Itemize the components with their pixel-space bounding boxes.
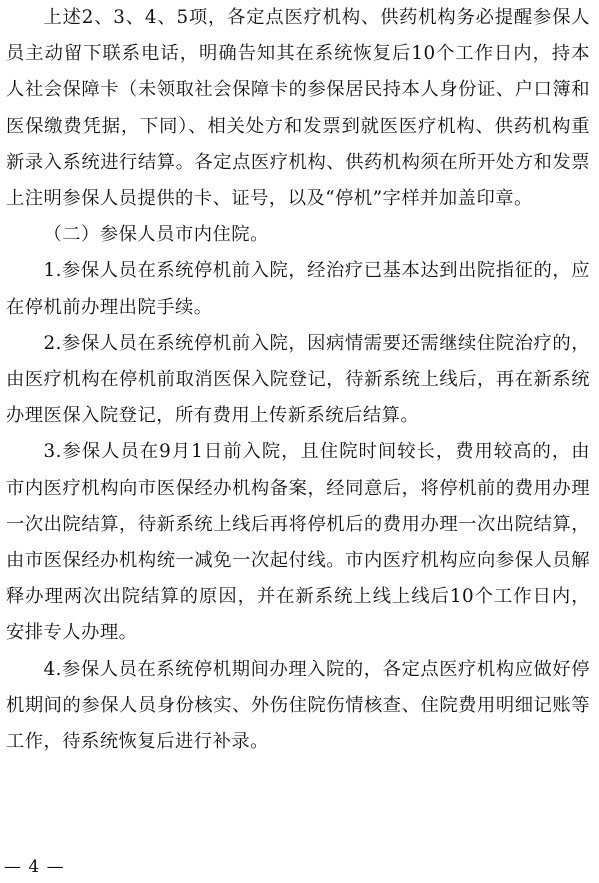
section-heading-inpatient: （二）参保人员市内住院。 (43, 224, 269, 246)
paragraph-reminder: 上述2、3、4、5项，各定点医疗机构、供药机构务必提醒参保人员主动留下联系电话，明确告知其在系统恢复后10个工作日内，持本人社会保障卡（未领取社会保障卡的参保居民持本人身份证、户口簿和医保缴费凭据，下同）、相关处方和发票到就医医疗机构、供药机构重新录入系统进行结算。各定点医疗机构、供药机构须在所开处方和发票上注明参保人员提供的卡、证号，以及“停机”字样并加盖印章。 (6, 7, 590, 210)
paragraph-item-2: 2.参保人员在系统停机前入院，因病情需要还需继续住院治疗的，由医疗机构在停机前取消医保入院登记，待新系统上线后，再在新系统办理医保入院登记，所有费用上传新系统后结算。 (6, 332, 590, 427)
paragraph-item-1: 1.参保人员在系统停机前入院，经治疗已基本达到出院指征的，应在停机前办理出院手续。 (6, 260, 590, 318)
paragraph-item-3: 3.参保人员在9月1日前入院，且住院时间较长，费用较高的，由市内医疗机构向市医保经办机构备案，经同意后，将停机前的费用办理一次出院结算，待新系统上线后再将停机后的费用办理一次出院结算，由市医保经办机构统一减免一次起付线。市内医疗机构应向参保人员解释办理两次出院结算的原因，并在新系统上线上线后10个工作日内，安排专人办理。 (6, 441, 590, 644)
paragraph-item-4: 4.参保人员在系统停机期间办理入院的，各定点医疗机构应做好停机期间的参保人员身份核实、外伤住院伤情核查、住院费用明细记账等工作，待系统恢复后进行补录。 (6, 658, 590, 753)
document-body (6, 0, 590, 760)
page-number: — 4 — (4, 857, 65, 877)
